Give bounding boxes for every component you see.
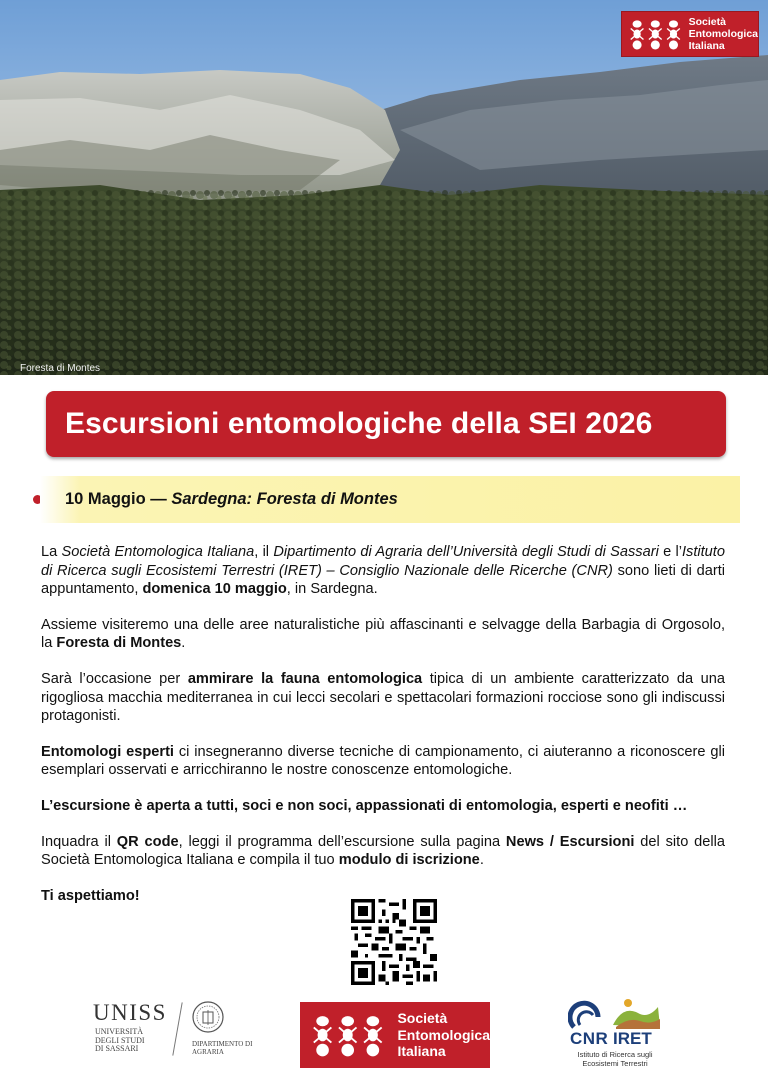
sei-logo-top: [621, 11, 759, 57]
logo-line: DEGLI STUDI: [95, 1035, 145, 1045]
text: News / Escursioni: [505, 833, 635, 850]
logo-line: UNIVERSITÀ: [95, 1027, 143, 1036]
logo-line: Ecosistemi Terrestri: [582, 1058, 648, 1068]
text: Ti aspettiamo!: [41, 887, 140, 904]
logo-line: Società: [688, 16, 726, 28]
text: modulo di iscrizione: [338, 852, 480, 869]
insect-logo-icon: [310, 1009, 385, 1061]
paragraph-5: [41, 797, 725, 816]
uniss-logo: [93, 1000, 253, 1062]
text: .: [181, 635, 186, 652]
text: tipica di un ambiente caratterizzato da una rigogliosa macchia mediterranea in cui lecci secolari e spettacolari formazioni rocciose sono gli indiscussi protagonisti.: [41, 670, 725, 725]
logo-line: DIPARTIMENTO DI: [192, 1040, 253, 1048]
logo-line: Entomologica: [397, 1026, 490, 1043]
text: Inquadra il: [41, 833, 117, 850]
paragraph-2: [41, 616, 725, 653]
text: domenica 10 maggio: [142, 581, 287, 598]
dash: —: [145, 490, 172, 508]
event-place: Sardegna: Foresta di Montes: [171, 490, 398, 508]
logo-line: Italiana: [688, 40, 725, 52]
logo-line: AGRARIA: [192, 1048, 224, 1056]
text: , il: [254, 544, 274, 560]
paragraph-6: [41, 833, 725, 870]
text: ammirare la fauna entomologica: [187, 670, 423, 687]
title-banner: [46, 391, 726, 457]
text: del sito della Società Entomologica Italiana e compila il tuo: [41, 833, 725, 869]
text: .: [479, 852, 484, 869]
text: QR code: [116, 833, 179, 850]
sei-logo-text: [689, 16, 758, 52]
logo-line: Italiana: [397, 1043, 446, 1060]
cnr-name: CNR: [570, 1029, 609, 1048]
event-date: [65, 490, 398, 509]
logo-line: Entomologica: [688, 28, 758, 40]
cnr-subtitle: [570, 1051, 660, 1068]
text: Società Entomologica Italiana: [61, 544, 255, 560]
photo-caption: Foresta di Montes: [20, 363, 101, 374]
paragraph-3: [41, 670, 725, 726]
date-text: 10 Maggio: [65, 490, 146, 508]
text: Foresta di Montes: [56, 635, 182, 652]
body-text: [41, 543, 725, 922]
uniss-subtitle: [95, 1028, 145, 1054]
text: sono lieti di darti appuntamento,: [41, 562, 725, 598]
text: e l’: [658, 544, 682, 560]
text: Dipartimento di Agraria dell’Università degli Studi di Sassari: [273, 544, 659, 560]
iret-name: IRET: [613, 1029, 652, 1048]
cnr-iret-logo-icon: [568, 995, 668, 1031]
text: ci insegneranno diverse tecniche di campionamento, ci aiuteranno a riconoscere gli esemplari osservati e arricchiranno le nostre conoscenze entomologiche.: [41, 743, 725, 779]
uniss-name: UNISS: [93, 1000, 167, 1025]
logo-line: DI SASSARI: [95, 1044, 139, 1053]
text: La: [41, 544, 62, 560]
text: Assieme visiteremo una delle aree naturalistiche più affascinanti e selvagge della Barbagia di Orgosolo, la: [41, 616, 725, 652]
insect-logo-icon: [628, 15, 683, 53]
sei-logo-text: [397, 1010, 490, 1060]
paragraph-1: [41, 543, 725, 599]
text: Istituto di Ricerca sugli Ecosistemi Terrestri (IRET) – Consiglio Nazionale delle Ricerche (CNR): [41, 544, 725, 579]
text: Sarà l’occasione per: [41, 670, 188, 687]
sei-logo-bottom: [300, 1002, 490, 1068]
text: , leggi il programma dell’escursione sulla pagina: [178, 833, 506, 850]
text: , in Sardegna.: [286, 581, 378, 598]
logo-divider: [172, 1002, 182, 1055]
paragraph-4: [41, 743, 725, 780]
qr-code-icon[interactable]: [351, 899, 437, 985]
university-seal-icon: [191, 1000, 225, 1034]
page-title: Escursioni entomologiche della SEI 2026: [65, 407, 653, 440]
uniss-department: [192, 1040, 252, 1056]
text: L’escursione è aperta a tutti, soci e non soci, appassionati di entomologia, esperti e neofiti …: [41, 797, 688, 814]
logo-line: Società: [397, 1010, 448, 1027]
event-date-strip: [40, 476, 740, 523]
text: Entomologi esperti: [41, 743, 174, 760]
cnr-iret-logo: [568, 995, 668, 1073]
logo-line: Istituto di Ricerca sugli: [577, 1050, 653, 1059]
